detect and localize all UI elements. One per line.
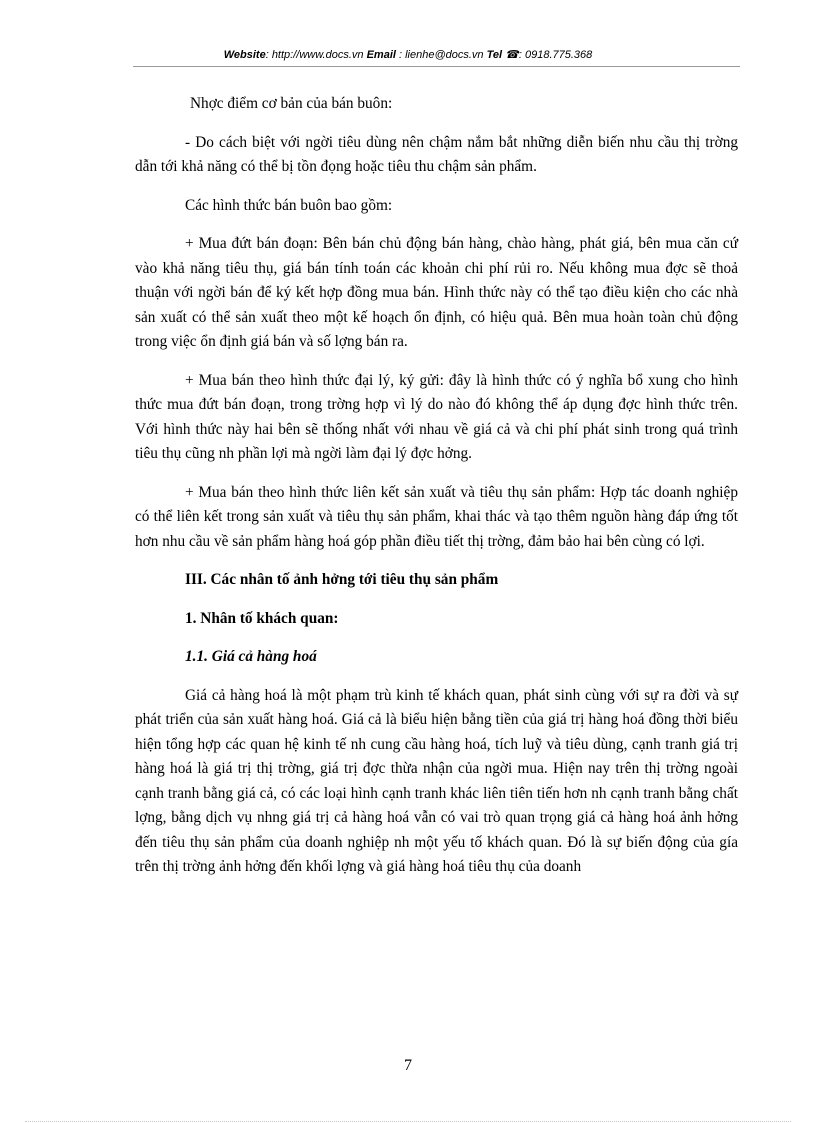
paragraph: Giá cả hàng hoá là một phạm trù kinh tế khách quan, phát sinh cùng với sự ra đời và sự phát triển của sản xuất hàng hoá. Giá cả là biểu hiện bằng tiền của giá trị hàng hoá đồng thời biểu hiện tổng hợp các quan hệ kinh tế nh cung cầu hàng hoá, tích luỹ và tiêu dùng, cạnh tranh giá trị hàng hoá là giá trị thị trờng, giá trị đợc thừa nhận của ngời mua. Hiện nay trên thị trờng ngoài cạnh tranh bằng giá cả, có các loại hình cạnh tranh khác liên tiên tiến hơn nh cạnh tranh bằng chất lợng, bằng dịch vụ nhng giá trị cả hàng hoá vẫn có vai trò quan trọng giá cả hàng hoá ảnh hởng đến tiêu thụ sản phẩm của doanh nghiệp nh một yếu tố khách quan. Đó là sự biến động của gía trên thị trờng ảnh hởng đến khối lợng và giá hàng hoá tiêu thụ của doanh — [135, 686, 738, 875]
header-divider — [133, 66, 740, 67]
document-body — [135, 92, 738, 894]
page-header — [0, 48, 816, 61]
phone-icon: ☎ — [505, 49, 519, 61]
subsubsection-heading: 1.1. Giá cả hàng hoá — [185, 648, 317, 665]
paragraph: Nhợc điểm cơ bản của bán buôn: — [190, 95, 393, 112]
tel-label: Tel — [486, 49, 503, 61]
tel-value: : 0918.775.368 — [518, 49, 593, 61]
page-bottom-border — [25, 1121, 791, 1122]
paragraph: + Mua bán theo hình thức liên kết sản xuất và tiêu thụ sản phẩm: Hợp tác doanh nghiệp có thể liên kết trong sản xuất và tiêu thụ sản phẩm, khai thác và tạo thêm nguồn hàng đáp ứng tốt hơn nhu cầu về sản phẩm hàng hoá góp phần điều tiết thị trờng, đảm bảo hai bên cùng có lợi. — [135, 483, 738, 550]
website-label: Website — [223, 49, 266, 61]
section-heading: III. Các nhân tố ảnh hởng tới tiêu thụ sản phẩm — [185, 571, 499, 588]
paragraph: Các hình thức bán buôn bao gồm: — [185, 196, 393, 214]
paragraph: + Mua đứt bán đoạn: Bên bán chủ động bán hàng, chào hàng, phát giá, bên mua căn cứ vào khả năng tiêu thụ, giá bán tính toán các khoản chi phí rủi ro. Nếu không mua đợc sẽ thoả thuận với ngời bán để ký kết hợp đồng mua bán. Hình thức này có thể tạo điều kiện cho các nhà sản xuất có thể sản xuất theo một kế hoạch ổn định, có hiệu quả. Bên mua hoàn toàn chủ động trong việc ổn định giá bán và số lợng bán ra. — [135, 235, 738, 350]
email-label: Email — [366, 49, 396, 61]
paragraph: + Mua bán theo hình thức đại lý, ký gửi: đây là hình thức có ý nghĩa bổ xung cho hình thức mua đứt bán đoạn, trong trờng hợp vì lý do nào đó không thể áp dụng đợc hình thức trên. Với hình thức này hai bên sẽ thống nhất với nhau về giá cả và chi phí phát sinh trong quá trình tiêu thụ cũng nh phần lợi mà ngời làm đại lý đợc hởng. — [135, 371, 738, 462]
subsection-heading: 1. Nhân tố khách quan: — [185, 609, 339, 627]
paragraph: - Do cách biệt với ngời tiêu dùng nên chậm nắm bắt những diễn biến nhu cầu thị trờng dẫn tới khả năng có thể bị tồn đọng hoặc tiêu thu chậm sản phẩm. — [135, 133, 738, 175]
website-value[interactable]: : http://www.docs.vn — [265, 49, 367, 61]
email-value[interactable]: : lienhe@docs.vn — [395, 49, 487, 61]
page-number: 7 — [404, 1057, 412, 1074]
